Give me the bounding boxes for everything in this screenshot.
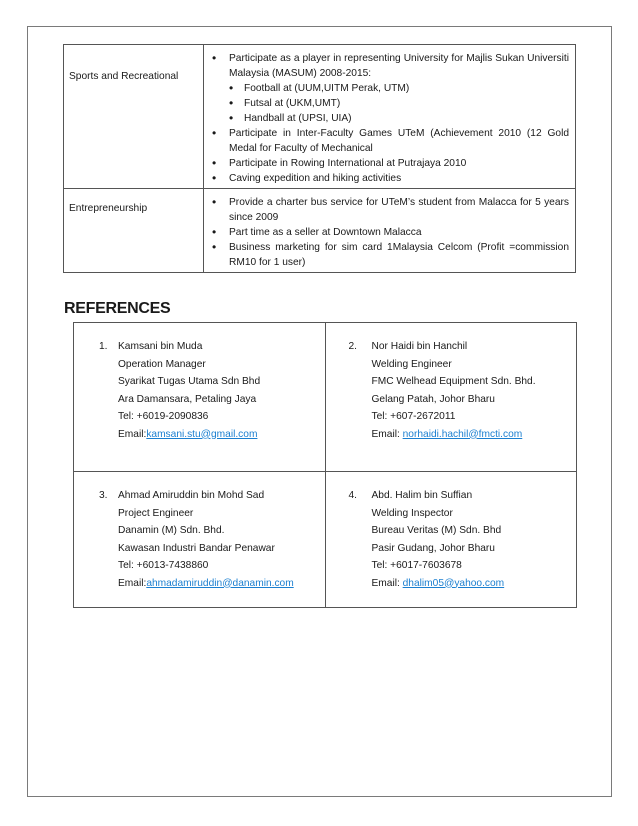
reference-address: Ara Damansara, Petaling Jaya <box>118 393 257 405</box>
reference-tel: Tel: +607-2672011 <box>371 411 456 422</box>
sub-list-item: • Futsal at (UKM,UMT) <box>229 96 569 111</box>
email-link[interactable]: kamsani.stu@gmail.com <box>146 428 258 440</box>
reference-number: 3. <box>99 490 108 501</box>
activity-row-sports <box>64 45 576 189</box>
reference-number: 2. <box>348 341 357 352</box>
list-item: • Caving expedition and hiking activities <box>204 171 569 186</box>
reference-email-line <box>118 426 325 444</box>
list-item: • Participate in Rowing International at Putrajaya 2010 <box>204 156 569 171</box>
reference-name: Kamsani bin Muda <box>118 341 203 352</box>
reference-address: Kawasan Industri Bandar Penawar <box>118 542 275 554</box>
reference-name: Abd. Halim bin Suffian <box>371 490 473 501</box>
sub-list-item: • Handball at (UPSI, UIA) <box>229 111 569 126</box>
activity-list <box>204 51 569 186</box>
reference-tel: Tel: +6017-7603678 <box>371 560 462 571</box>
reference-email-line <box>372 575 577 593</box>
reference-number: 1. <box>99 341 108 352</box>
references-row <box>74 472 577 608</box>
reference-entry <box>74 338 325 443</box>
references-heading: REFERENCES <box>64 300 171 317</box>
email-label: Email: <box>118 428 147 440</box>
list-item: • Part time as a seller at Downtown Malacca <box>204 225 569 240</box>
activity-category: Entrepreneurship <box>64 189 204 273</box>
reference-cell <box>74 472 326 608</box>
reference-position: Welding Inspector <box>371 507 453 519</box>
reference-cell <box>74 323 326 472</box>
email-link[interactable]: norhaidi.hachil@fmcti.com <box>402 428 523 440</box>
email-label: Email: <box>371 428 403 440</box>
reference-position: Operation Manager <box>118 358 206 370</box>
reference-company: Danamin (M) Sdn. Bhd. <box>118 525 225 536</box>
references-row <box>74 323 577 472</box>
reference-entry <box>326 338 577 443</box>
reference-entry <box>74 487 325 592</box>
reference-entry <box>326 487 577 592</box>
reference-email-line <box>372 426 577 444</box>
activity-details <box>204 45 576 189</box>
list-item: • Participate in Inter-Faculty Games UTeM (Achievement 2010 (12 Gold Medal for Faculty of Mechanical <box>204 126 569 156</box>
reference-address: Pasir Gudang, Johor Bharu <box>371 542 495 554</box>
activity-details <box>204 189 576 273</box>
activity-row-entrepreneurship <box>64 189 576 273</box>
list-item <box>204 51 569 126</box>
list-item: • Business marketing for sim card 1Malaysia Celcom (Profit =commission RM10 for 1 user) <box>204 240 569 270</box>
email-label: Email: <box>118 577 147 589</box>
activities-table <box>63 44 576 273</box>
activity-category: Sports and Recreational <box>64 45 204 189</box>
sub-list-item: • Football at (UUM,UITM Perak, UTM) <box>229 81 569 96</box>
email-link[interactable]: dhalim05@yahoo.com <box>402 577 505 589</box>
list-item-text: Participate as a player in representing University for Majlis Sukan Universiti Malaysia (MASUM) 2008-2015: <box>229 53 569 79</box>
list-item: • Provide a charter bus service for UTeM’s student from Malacca for 5 years since 2009 <box>204 195 569 225</box>
sub-list <box>229 81 569 126</box>
reference-address: Gelang Patah, Johor Bharu <box>371 393 495 405</box>
reference-company: Syarikat Tugas Utama Sdn Bhd <box>118 376 261 387</box>
reference-tel: Tel: +6013-7438860 <box>118 560 209 571</box>
reference-position: Welding Engineer <box>371 358 452 370</box>
reference-company: FMC Welhead Equipment Sdn. Bhd. <box>371 376 536 387</box>
reference-number: 4. <box>348 490 357 501</box>
reference-email-line <box>118 575 325 593</box>
email-link[interactable]: ahmadamiruddin@danamin.com <box>146 577 294 589</box>
reference-name: Ahmad Amiruddin bin Mohd Sad <box>118 490 265 501</box>
reference-name: Nor Haidi bin Hanchil <box>371 341 468 352</box>
reference-company: Bureau Veritas (M) Sdn. Bhd <box>371 525 502 536</box>
reference-cell <box>325 323 577 472</box>
activity-list <box>204 195 569 270</box>
references-table <box>73 322 577 608</box>
reference-cell <box>325 472 577 608</box>
email-label: Email: <box>371 577 403 589</box>
reference-position: Project Engineer <box>118 507 194 519</box>
reference-tel: Tel: +6019-2090836 <box>118 411 209 422</box>
